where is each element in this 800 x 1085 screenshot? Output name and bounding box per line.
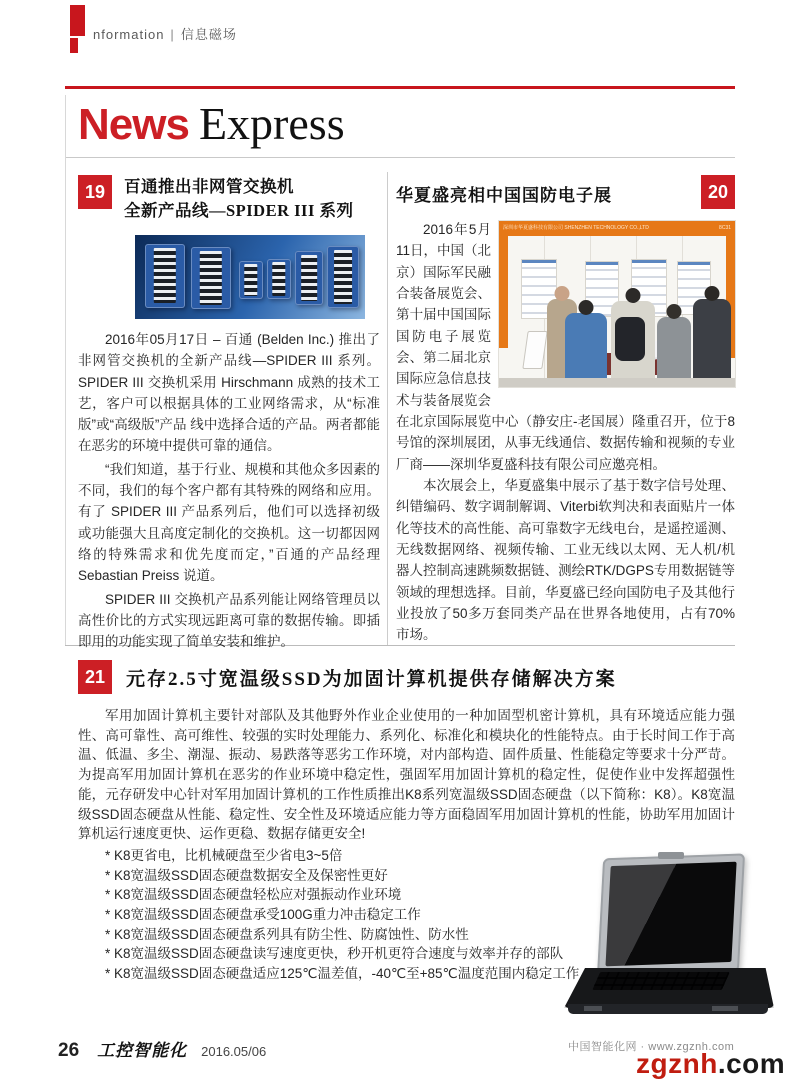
news-item-20 bbox=[396, 175, 735, 646]
visitor-silhouette bbox=[565, 313, 607, 379]
news-number-badge-20: 20 bbox=[701, 175, 735, 209]
page-title bbox=[78, 97, 345, 153]
issue-date: 2016.05/06 bbox=[201, 1044, 267, 1059]
bullet-item: * K8宽温级SSD固态硬盘轻松应对强振动作业环境 bbox=[105, 887, 402, 903]
information-i-mark-icon bbox=[70, 5, 85, 36]
news-item-19-title-line1: 百通推出非网管交换机 bbox=[124, 177, 294, 196]
paragraph: 本次展会上，华夏盛集中展示了基于数字信号处理、纠错编码、数字调制解调、Viterbi软判决和表面贴片一体化等技术的高性能、高可靠数字无线电台，是遥控遥测、无线数据网络、视频传输、工业无线以太网、无人机/机器人控制高速跳频数据链、测绘RTK/DGPS专用数据链等领域的理想选择。目前，华夏盛已经向国防电子及其他行业投放了50多万套同类产品在世界各地使用，占有70%市场。 bbox=[396, 477, 735, 643]
paragraph: SPIDER III 交换机产品系列能让网络管理员以高性价比的方式实现远距离可靠的数据传输。即插即用的功能实现了简单安装和维护。 bbox=[78, 591, 380, 650]
top-red-rule bbox=[65, 86, 735, 89]
exhibition-booth-photo bbox=[499, 221, 735, 387]
switch-device bbox=[145, 244, 185, 308]
news-item-19-header bbox=[78, 175, 380, 223]
left-margin-line bbox=[65, 95, 66, 645]
site-url-domain: zgznh bbox=[636, 1048, 718, 1079]
news-item-19 bbox=[78, 175, 380, 655]
booth-number: 8C31 bbox=[719, 225, 731, 231]
bullet-item: * K8宽温级SSD固态硬盘读写速度更快，秒开机更符合速度与效率并存的部队 bbox=[105, 946, 564, 962]
section-header bbox=[93, 24, 237, 43]
paragraph: 军用加固计算机主要针对部队及其他野外作业企业使用的一种加固型机密计算机，具有环境适应能力强性、高可靠性、高可维性、较强的实时处理能力、系列化、标准化和模块化的性能特点。由于长时间工作于高温、低温、多尘、潮湿、振动、易跌落等恶劣工作环境，对内部构造、固件质量、性能稳定等要求十分严苛。为提高军用加固计算机在恶劣的作业环境中稳定性，强固军用加固计算机的稳定性，促使作业中发挥超强性能，元存研发中心针对军用加固计算机的工作性质推出K8系列宽温级SSD固态硬盘（以下简称：K8）。K8宽温级SSD固态硬盘从性能、稳定性、安全性及环境适应能力等方面稳固军用加固计算机的性能，协助军用加固计算机运行速度更快、运作更稳、数据存储更安全! bbox=[78, 708, 735, 842]
footer-left bbox=[58, 1036, 266, 1062]
section-name-cn: 信息磁场 bbox=[180, 27, 237, 42]
booth-floor bbox=[499, 378, 735, 387]
news-item-20-body bbox=[396, 219, 735, 646]
booth-banner-text: 深圳市华夏盛科技有限公司 SHENZHEN TECHNOLOGY CO.,LTD bbox=[503, 225, 649, 231]
news-item-21-title: 元存2.5寸宽温级SSD为加固计算机提供存储解决方案 bbox=[126, 668, 617, 690]
magazine-logo: 工控智能化 bbox=[97, 1041, 188, 1060]
news-item-19-body bbox=[78, 329, 380, 653]
paragraph: “我们知道，基于行业、规模和其他众多因素的不同，我们的每个客户都有其特殊的网络和应用。有了 SPIDER III 产品系列后，他们可以选择初级或功能强大且高度定制化的交换机。这一切都因网络的特殊需求和优先度而定，”百通的产品经理 Sebastian Preiss 说道。 bbox=[78, 461, 380, 584]
column-divider bbox=[387, 172, 388, 645]
laptop-port bbox=[584, 1006, 602, 1011]
site-url-large bbox=[636, 1048, 785, 1080]
switch-device bbox=[295, 251, 323, 305]
news-item-19-title-line2: 全新产品线—SPIDER III 系列 bbox=[124, 200, 354, 220]
booth-pillar-left bbox=[499, 236, 508, 348]
paragraph: 2016年5月11日，中国（北京）国际军民融合装备展览会、第十届中国国际国防电子展览会、第二届北京国际应急信息技术与装备展览会在北京国际展览中心（静安庄-老国展）隆重召开，位于8号馆的深圳展团，从事无线通信、数据传输和视频的专业厂商——深圳华夏盛科技有限公司应邀亮相。 bbox=[396, 222, 735, 472]
news-number-badge-21: 21 bbox=[78, 660, 112, 694]
visitor-silhouette bbox=[611, 301, 655, 379]
section-separator: | bbox=[170, 27, 175, 42]
switch-device bbox=[327, 246, 359, 308]
bullet-item: * K8宽温级SSD固态硬盘承受100G重力冲击稳定工作 bbox=[105, 907, 421, 923]
laptop-display bbox=[605, 862, 736, 967]
laptop-port bbox=[712, 1006, 738, 1011]
section-name-en: nformation bbox=[93, 27, 165, 42]
information-i-mark-icon-foot bbox=[70, 38, 78, 53]
masthead-word-news: News bbox=[78, 100, 189, 149]
masthead-word-express: Express bbox=[198, 98, 345, 149]
spider-switches-product-image bbox=[135, 235, 365, 319]
visitor-silhouette bbox=[693, 299, 731, 379]
news-item-19-title bbox=[124, 175, 354, 223]
news-item-20-title: 华夏盛亮相中国国防电子展 bbox=[396, 186, 612, 205]
bullet-item: * K8宽温级SSD固态硬盘系列具有防尘性、防腐蚀性、防水性 bbox=[105, 926, 469, 942]
switch-device bbox=[191, 247, 231, 309]
news-number-badge-19: 19 bbox=[78, 175, 112, 209]
site-url-tld: .com bbox=[717, 1048, 786, 1079]
rugged-laptop-image bbox=[562, 856, 780, 1018]
switch-device bbox=[267, 259, 291, 299]
laptop-hinge bbox=[658, 852, 684, 859]
booth-banner bbox=[499, 221, 735, 236]
masthead-divider bbox=[65, 157, 735, 158]
news-item-20-header bbox=[396, 175, 735, 209]
switch-device bbox=[239, 261, 263, 299]
visitor-silhouette bbox=[657, 317, 691, 379]
laptop-keyboard bbox=[592, 972, 730, 990]
bullet-item: * K8更省电，比机械硬盘至少省电3~5倍 bbox=[105, 847, 343, 863]
news-item-21-header bbox=[78, 660, 735, 694]
bullet-item: * K8宽温级SSD固态硬盘数据安全及保密性更好 bbox=[105, 867, 388, 883]
bullet-item: * K8宽温级SSD固态硬盘适应125℃温差值，-40℃至+85℃温度范围内稳定工作 bbox=[105, 966, 580, 982]
paragraph: 2016年05月17日 – 百通 (Belden Inc.) 推出了非网管交换机的全新产品线—SPIDER III 系列。SPIDER III 交换机采用 Hirschmann 成熟的技术工艺，客户可以根据具体的工业网络需求，从“标准版”或“高级版”产品 线中选择合适的产品。两者都能在恶劣的环境中提供可靠的通信。 bbox=[78, 331, 380, 454]
site-url-small: 中国智能化网 · www.zgznh.com bbox=[568, 1041, 735, 1053]
laptop-screen bbox=[597, 853, 745, 976]
page-number: 26 bbox=[58, 1040, 80, 1061]
